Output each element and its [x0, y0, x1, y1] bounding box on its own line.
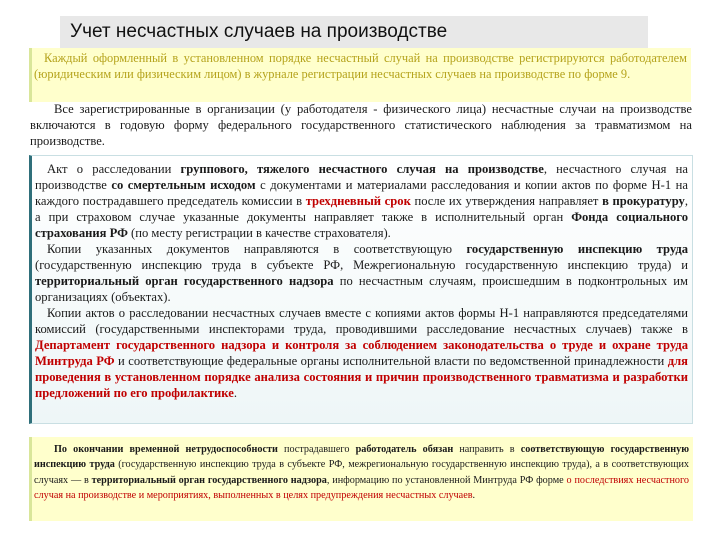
text-run: (государственную инспекцию труда в субъекте РФ, межрегиональную государственную инспекцию труда), а в соответствующих случаях — в [34, 459, 689, 486]
text-run: после их утверждения направляет [410, 194, 603, 208]
text-run: по несчастным случаям, происшедшим в подконтрольных им организациях (объектах). [35, 274, 688, 304]
highlight-run: Департамент государственного надзора и контроля за соблюдением законодательства о труде и охране труда Минтруда РФ [35, 338, 688, 368]
statistics-paragraph [30, 101, 692, 149]
text-run: пострадавшего [277, 444, 356, 455]
text-run: . [472, 490, 476, 502]
copies-paragraph [35, 241, 688, 305]
bold-run: соответствующую государственную инспекцию труда [34, 444, 690, 471]
text-run: . [233, 386, 237, 400]
bold-run: Фонда социального страхования РФ [35, 210, 688, 240]
bold-run: в прокуратуру [602, 194, 685, 208]
department-paragraph [35, 305, 688, 401]
text-run: , а при страховом случае указанные документы направляет также в исполнительный орган [35, 194, 688, 224]
highlight-run: трехдневный срок [305, 194, 411, 208]
bold-run: группового, тяжелого несчастного случая на производстве [180, 162, 544, 176]
text-run: (государственную инспекцию труда в субъекте РФ, Межрегиональную государственную инспекцию труда) и [35, 258, 688, 272]
text-run: Акт о расследовании [47, 162, 181, 176]
after-incapacity-box [29, 437, 693, 521]
bold-run: государственную инспекцию труда [466, 242, 688, 256]
text-run: , несчастного случая на производстве [35, 162, 688, 192]
bold-run: территориальный орган государственного надзора [91, 474, 327, 486]
page-title: Учет несчастных случаев на производстве [60, 16, 648, 48]
text-run: Копии указанных документов направляются в соответствующую [47, 242, 467, 256]
act-paragraph [35, 161, 688, 241]
bold-run: территориальный орган государственного надзора [35, 274, 334, 288]
investigation-act-box [29, 155, 693, 424]
after-incapacity-paragraph [34, 442, 689, 504]
registration-note-text: Каждый оформленный в установленном порядке несчастный случай на производстве регистрируются работодателем (юридическим или физическим лицом) в журнале регистрации несчастных случаев на производстве по форме 9. [34, 51, 687, 81]
statistics-text: Все зарегистрированные в организации (у работодателя - физического лица) несчастные случаи на производстве включаются в годовую форму федерального государственного статистического наблюдения за травматизмом на производстве. [30, 102, 692, 148]
text-run: , информацию по установленной Минтруда РФ форме [326, 474, 567, 486]
text-run: и соответствующие федеральные органы исполнительной власти по ведомственной принадлежности [114, 354, 668, 368]
text-run: (по месту регистрации в качестве страхователя). [127, 226, 391, 240]
text-run: направить в [453, 444, 521, 455]
highlight-run: для проведения в установленном порядке анализа состояния и причин производственного травматизма и разработки предложений по его профилактике [35, 354, 688, 400]
bold-run: со смертельным исходом [111, 178, 256, 192]
bold-run: работодатель обязан [355, 444, 454, 455]
bold-run: По окончании временной нетрудоспособности [54, 444, 278, 455]
text-run: Копии актов о расследовании несчастных случаев вместе с копиями актов формы Н-1 направляются председателями комиссий (государственными инспекторами труда, проводившими расследование несчастных случаев) также в [35, 306, 688, 336]
highlight-run: о последствиях несчастного случая на производстве и мероприятиях, выполненных в целях предупреждения несчастных случаев [34, 474, 690, 502]
registration-note-box [29, 48, 691, 102]
text-run: с документами и материалами расследования и копии актов по форме Н-1 на каждого пострадавшего председатель комиссии в [35, 178, 688, 208]
